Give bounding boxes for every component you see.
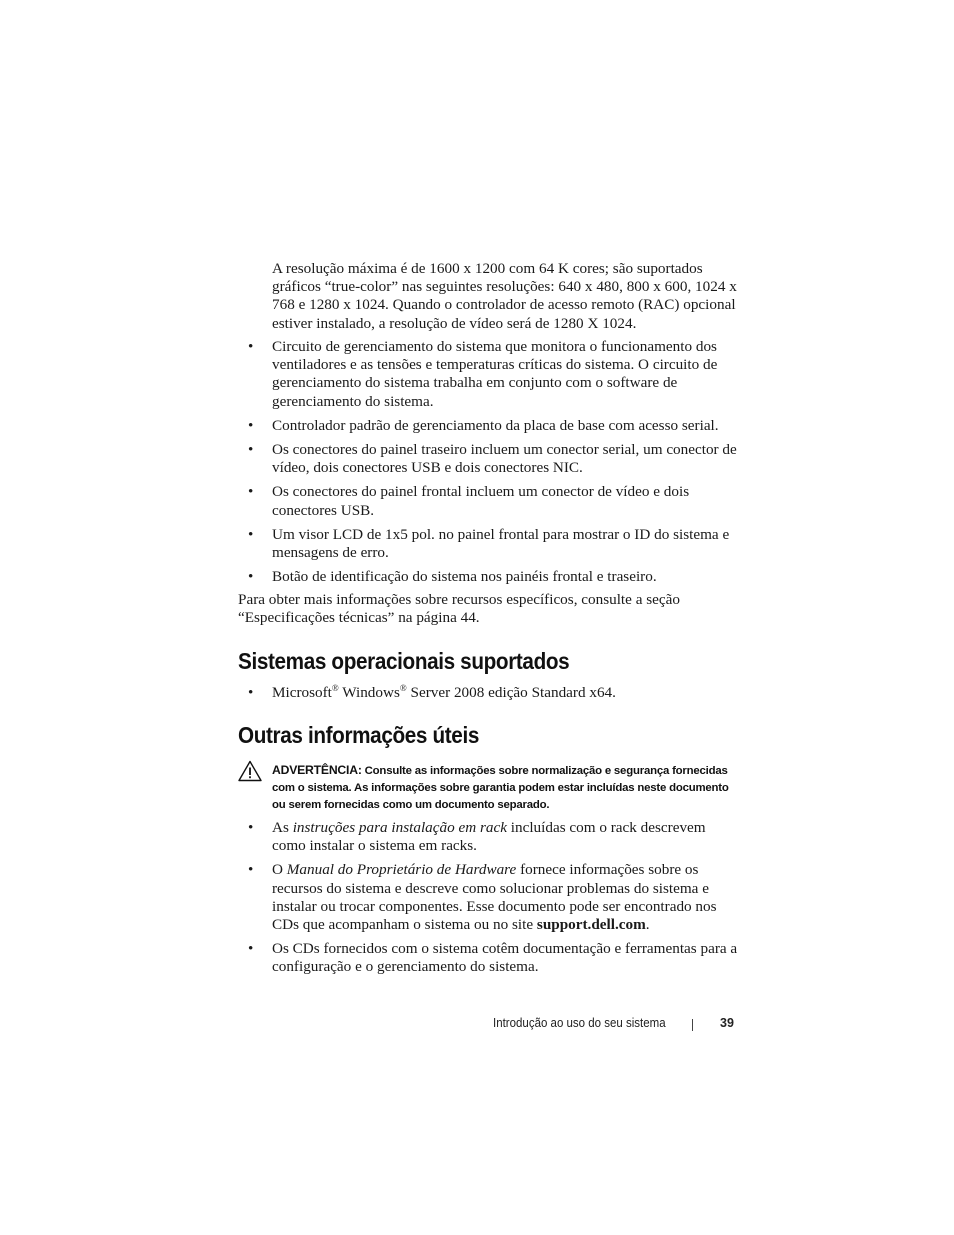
registered-mark: ® bbox=[399, 683, 407, 693]
info-list bbox=[238, 819, 743, 983]
list-item-text: Os CDs fornecidos com o sistema cotêm documentação e ferramentas para a configuração e o gerenciamento do sistema. bbox=[272, 940, 738, 976]
owners-manual-title: Manual do Proprietário de Hardware bbox=[286, 861, 517, 879]
list-item-text: Os conectores do painel frontal incluem um conector de vídeo e dois conectores USB. bbox=[272, 483, 690, 519]
footer-chapter-title: Introdução ao uso do seu sistema bbox=[493, 1016, 666, 1030]
support-site-link[interactable]: support.dell.com bbox=[536, 916, 646, 934]
page-number: 39 bbox=[720, 1016, 734, 1030]
bullet-icon: • bbox=[248, 940, 254, 958]
info-section-heading: Outras informações úteis bbox=[238, 722, 479, 748]
list-item bbox=[238, 338, 743, 411]
bullet-icon: • bbox=[248, 483, 254, 501]
warning-label: ADVERTÊNCIA: bbox=[272, 763, 362, 777]
list-item bbox=[238, 526, 743, 562]
bullet-icon: • bbox=[248, 441, 254, 459]
bullet-icon: • bbox=[248, 338, 254, 355]
rack-instructions-title: instruções para instalação em rack bbox=[292, 819, 507, 836]
list-item-text: Um visor LCD de 1x5 pol. no painel frontal para mostrar o ID do sistema e mensagens de erro. bbox=[272, 525, 730, 562]
list-item bbox=[238, 819, 743, 855]
os-product: Windows bbox=[338, 684, 400, 701]
list-item-text: Controlador padrão de gerenciamento da placa de base com acesso serial. bbox=[272, 416, 719, 434]
list-item bbox=[238, 684, 743, 702]
list-item-text: O Manual do Proprietário de Hardware fornece informações sobre os recursos do sistema e descreve como solucionar problemas do sistema e instalar ou trocar componentes. Esse documento pode ser encontrado nos CDs que acompanham o sistema ou no site support.dell.com. bbox=[272, 861, 717, 934]
footer-separator bbox=[692, 1019, 693, 1031]
os-edition: Server 2008 edição Standard x64. bbox=[406, 684, 616, 701]
list-item bbox=[238, 568, 743, 586]
warning-body: Consulte as informações sobre normalização e segurança fornecidas com o sistema. As informações sobre garantia podem estar incluídas neste documento ou serem fornecidas como um documento separado. bbox=[272, 765, 729, 811]
list-item bbox=[238, 417, 743, 435]
bullet-icon: • bbox=[248, 819, 254, 836]
page-footer bbox=[0, 1016, 954, 1036]
list-item-text: Botão de identificação do sistema nos painéis frontal e traseiro. bbox=[272, 568, 657, 586]
list-item-text: Os conectores do painel traseiro incluem um conector serial, um conector de vídeo, dois conectores USB e dois conectores NIC. bbox=[272, 441, 737, 477]
warning-text bbox=[272, 762, 742, 814]
list-item-text: As instruções para instalação em rack incluídas com o rack descrevem como instalar o sistema em racks. bbox=[272, 819, 706, 855]
bullet-icon: • bbox=[248, 568, 254, 586]
bullet-icon: • bbox=[248, 861, 254, 879]
list-item bbox=[238, 861, 743, 934]
list-item bbox=[238, 940, 743, 976]
os-vendor: Microsoft bbox=[272, 684, 332, 701]
os-section-heading: Sistemas operacionais suportados bbox=[238, 648, 570, 674]
intro-paragraph: A resolução máxima é de 1600 x 1200 com 64 K cores; são suportados gráficos “true-color” nas seguintes resoluções: 640 x 480, 800 x 600, 1024 x 768 e 1280 x 1024. Quando o controlador de acesso remoto (RAC) opcional estiver instalado, a resolução de vídeo será de 1280 X 1024. bbox=[272, 260, 737, 332]
bullet-icon: • bbox=[248, 525, 254, 543]
os-list bbox=[238, 684, 743, 708]
list-item-text: Circuito de gerenciamento do sistema que monitora o funcionamento dos ventiladores e as tensões e temperaturas críticas do sistema. O circuito de gerenciamento do sistema trabalha em conjunto com o software de gerenciamento do sistema. bbox=[272, 338, 718, 410]
registered-mark: ® bbox=[331, 683, 339, 693]
warning-icon bbox=[238, 760, 262, 782]
list-item bbox=[238, 441, 743, 477]
os-item-text bbox=[272, 684, 616, 701]
bullet-icon: • bbox=[248, 684, 254, 701]
feature-list bbox=[238, 338, 743, 592]
list-item bbox=[238, 483, 743, 519]
more-info-paragraph: Para obter mais informações sobre recursos específicos, consulte a seção “Especificações técnicas” na página 44. bbox=[238, 591, 680, 627]
bullet-icon: • bbox=[248, 416, 254, 434]
